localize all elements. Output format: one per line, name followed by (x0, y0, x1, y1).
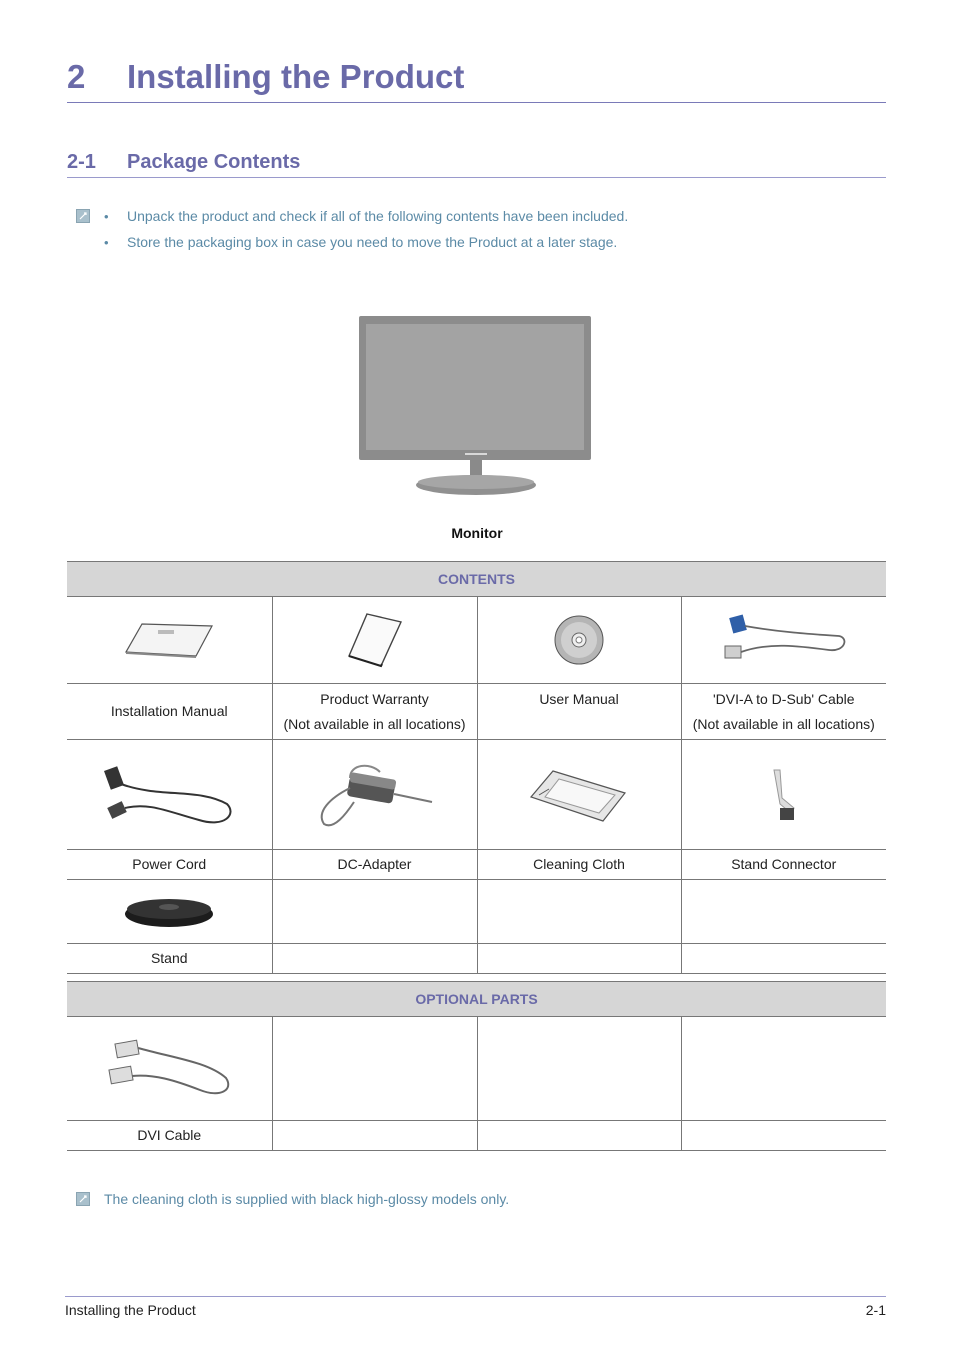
empty-cell (681, 1017, 886, 1121)
empty-cell (477, 880, 681, 944)
empty-cell (272, 1121, 477, 1151)
item-label-cell (272, 684, 477, 740)
item-label-cell (681, 684, 886, 740)
empty-cell (272, 1017, 477, 1121)
note-icon (76, 1192, 90, 1206)
empty-cell (681, 944, 886, 974)
empty-cell (681, 880, 886, 944)
item-label: User Manual (539, 690, 619, 707)
item-label-cell (67, 1121, 272, 1151)
dvi-cable-icon (104, 1038, 234, 1100)
cd-disc-icon (553, 614, 605, 666)
note-unpack: Unpack the product and check if all of the following contents have been included. (127, 208, 629, 224)
item-label: Stand Connector (731, 856, 837, 872)
item-label: DC-Adapter (337, 856, 412, 872)
contents-table (67, 561, 886, 974)
cleaning-cloth-icon (529, 765, 629, 825)
page-number: 2-1 (865, 1302, 886, 1318)
manual-booklet-icon (124, 620, 214, 660)
item-image (681, 597, 886, 684)
item-label-cell (477, 850, 681, 880)
contents-header: CONTENTS (67, 562, 886, 597)
chapter-heading (67, 58, 886, 103)
section-number: 2-1 (67, 151, 96, 173)
item-image (67, 880, 272, 944)
item-label: Product Warranty (320, 690, 429, 707)
stand-connector-icon (764, 768, 804, 822)
note-cleaning-cloth: The cleaning cloth is supplied with black high-glossy models only. (104, 1191, 510, 1207)
item-label-cell (272, 850, 477, 880)
item-image (67, 740, 272, 850)
empty-cell (477, 1017, 681, 1121)
dc-adapter-icon (310, 758, 440, 832)
empty-cell (272, 880, 477, 944)
item-image (272, 740, 477, 850)
item-label-cell (67, 684, 272, 740)
power-cord-icon (99, 758, 239, 832)
item-label: Installation Manual (110, 703, 228, 719)
empty-cell (477, 1121, 681, 1151)
item-label-cell (67, 944, 272, 974)
item-image (681, 740, 886, 850)
warranty-card-icon (345, 612, 405, 668)
item-label-cell (477, 684, 681, 740)
section-title: Package Contents (127, 151, 301, 173)
optional-parts-header: OPTIONAL PARTS (67, 982, 886, 1017)
item-image (477, 740, 681, 850)
note-icon (76, 209, 90, 223)
empty-cell (477, 944, 681, 974)
bullet-marker: • (104, 235, 109, 250)
bullet-marker: • (104, 209, 109, 224)
dsub-cable-icon (719, 612, 849, 668)
item-label: DVI Cable (137, 1127, 202, 1143)
section-heading (67, 150, 886, 178)
note-store-box: Store the packaging box in case you need to move the Product at a later stage. (127, 234, 618, 250)
item-label-note: (Not available in all locations) (692, 715, 875, 732)
item-label: Power Cord (132, 856, 207, 872)
empty-cell (681, 1121, 886, 1151)
item-label-note: (Not available in all locations) (283, 715, 466, 732)
item-image (67, 1017, 272, 1121)
item-label: 'DVI-A to D-Sub' Cable (712, 690, 855, 707)
chapter-title: Installing the Product (127, 58, 465, 95)
item-label-cell (681, 850, 886, 880)
monitor-caption: Monitor (451, 525, 503, 541)
item-label: Stand (150, 950, 188, 966)
monitor-image (357, 312, 595, 502)
chapter-number: 2 (67, 58, 86, 95)
item-label-cell (67, 850, 272, 880)
optional-parts-table (67, 981, 886, 1151)
item-image (272, 597, 477, 684)
stand-base-icon (121, 894, 217, 930)
empty-cell (272, 944, 477, 974)
item-image (67, 597, 272, 684)
item-image (477, 597, 681, 684)
footer-title: Installing the Product (65, 1302, 196, 1318)
item-label: Cleaning Cloth (533, 856, 625, 872)
page-footer (65, 1296, 886, 1321)
